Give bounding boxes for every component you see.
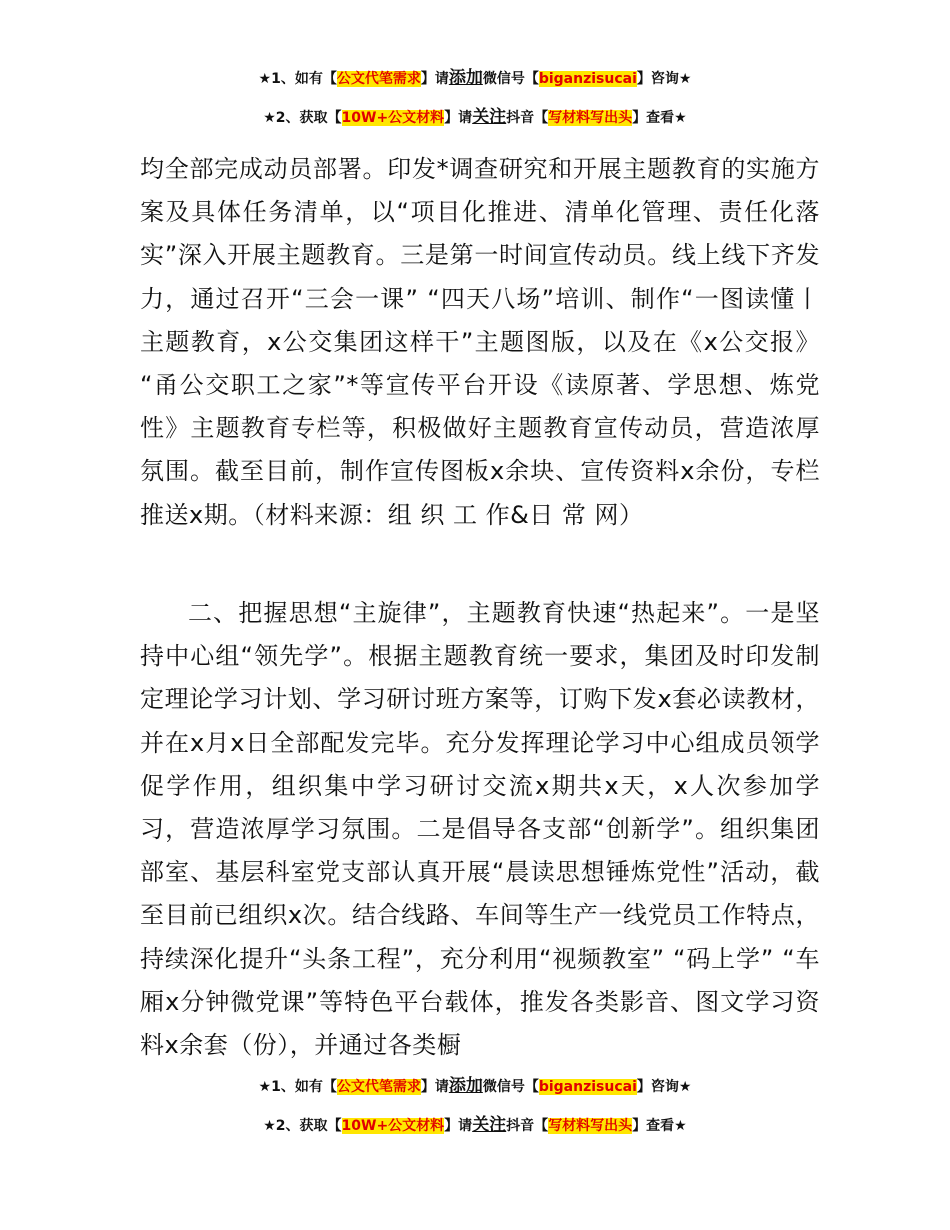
promo-highlight-wechat-id: biganzisucai xyxy=(538,71,637,87)
document-body-paragraph-1 xyxy=(140,148,820,537)
promo-text: 】请 xyxy=(444,1118,473,1134)
paragraph-text: 均全部完成动员部署。印发*调查研究和开展主题教育的实施方案及具体任务清单，以“项目化推进、清单化管理、责任化落实”深入开展主题教育。三是第一时间宣传动员。线上线下齐发力，通过召开“三会一课” “四天八场”培训、制作“一图读懂丨主题教育，x公交集团这样干”主题图版，以及在《x公交报》 “甬公交职工之家”*等宣传平台开设《读原著、学思想、炼党性》主题教育专栏等，积极做好主题教育宣传动员，营造浓厚氛围。截至目前，制作宣传图板x余块、宣传资料x余份，专栏推送x期。（材料来源：组 织 工 作&日 常 网） xyxy=(140,155,820,529)
promo-emphasis: 关注 xyxy=(472,107,507,127)
promo-text: 】查看★ xyxy=(632,110,687,126)
promo-banner-bottom-line2 xyxy=(0,1115,950,1136)
promo-text: 】请 xyxy=(444,110,473,126)
promo-text: 】咨询★ xyxy=(636,71,692,87)
promo-highlight-wechat-id: biganzisucai xyxy=(538,1079,637,1095)
promo-text: ★1、如有【 xyxy=(258,71,337,87)
promo-banner-top-line2 xyxy=(0,107,950,128)
promo-highlight-douyin: 写材料写出头 xyxy=(548,1118,633,1134)
promo-text: 微信号【 xyxy=(482,71,539,87)
promo-text: ★2、获取【 xyxy=(263,1118,342,1134)
promo-highlight-douyin: 写材料写出头 xyxy=(548,110,633,126)
promo-text: ★2、获取【 xyxy=(263,110,342,126)
promo-text: 】查看★ xyxy=(632,1118,687,1134)
promo-emphasis: 添加 xyxy=(448,68,483,88)
promo-highlight-service: 公文代笔需求 xyxy=(336,1079,421,1095)
paragraph-text: 二、把握思想“主旋律”，主题教育快速“热起来”。一是坚持中心组“领先学”。根据主题教育统一要求，集团及时印发制定理论学习计划、学习研讨班方案等，订购下发x套必读教材，并在x月x日全部配发完毕。充分发挥理论学习中心组成员领学促学作用，组织集中学习研讨交流x期共x天，x人次参加学习，营造浓厚学习氛围。二是倡导各支部“创新学”。组织集团部室、基层科室党支部认真开展“晨读思想锤炼党性”活动，截至目前已组织x次。结合线路、车间等生产一线党员工作特点，持续深化提升“头条工程”，充分利用“视频教室” “码上学” “车厢x分钟微党课”等特色平台载体，推发各类影音、图文学习资料x余套（份），并通过各类橱 xyxy=(140,599,820,1060)
promo-text: 抖音【 xyxy=(506,1118,549,1134)
promo-highlight-service: 公文代笔需求 xyxy=(336,71,421,87)
document-body-paragraph-2 xyxy=(140,592,820,1067)
promo-emphasis: 关注 xyxy=(472,1115,507,1135)
promo-emphasis: 添加 xyxy=(448,1076,483,1096)
promo-text: 】咨询★ xyxy=(636,1079,692,1095)
promo-text: 抖音【 xyxy=(506,110,549,126)
promo-banner-bottom-line1 xyxy=(0,1076,950,1097)
promo-banner-top-line1 xyxy=(0,68,950,89)
promo-text: ★1、如有【 xyxy=(258,1079,337,1095)
promo-text: 微信号【 xyxy=(482,1079,539,1095)
promo-text: 】请 xyxy=(420,71,449,87)
promo-highlight-materials: 10W+公文材料 xyxy=(341,1118,445,1134)
promo-highlight-materials: 10W+公文材料 xyxy=(341,110,445,126)
promo-text: 】请 xyxy=(420,1079,449,1095)
